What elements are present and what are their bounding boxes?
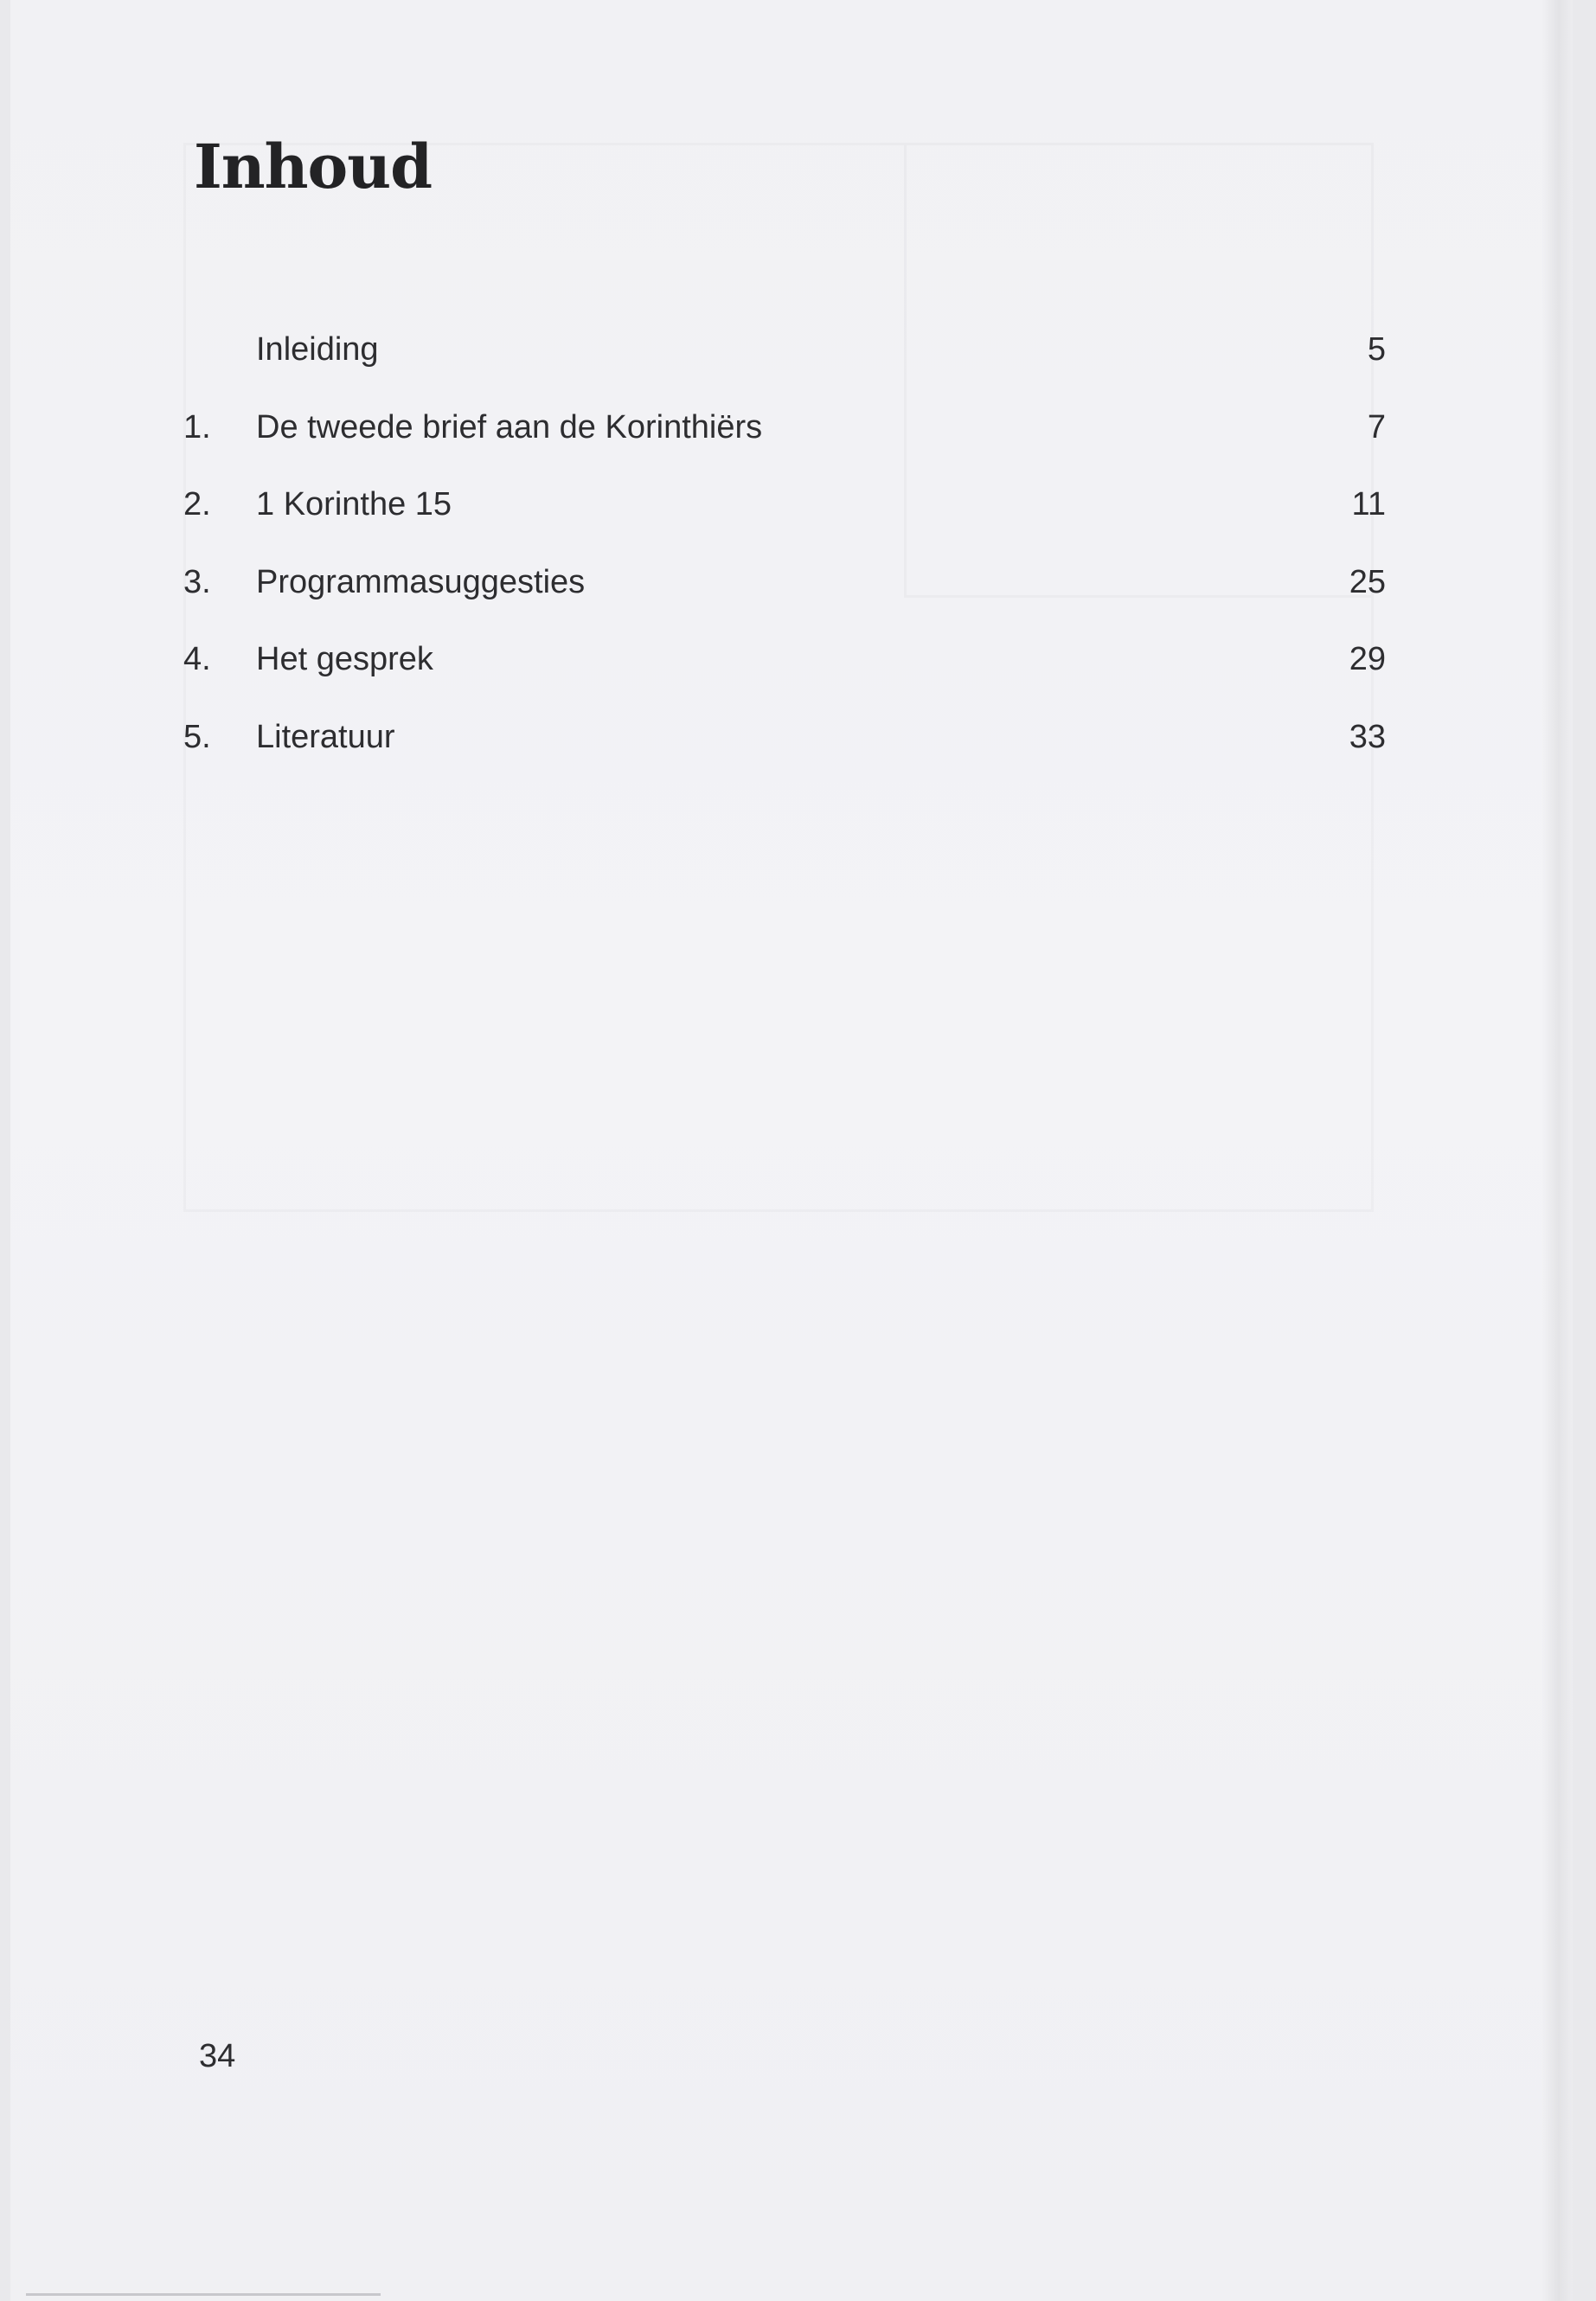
toc-entry-label: Programmasuggesties	[256, 563, 586, 600]
toc-entry	[183, 711, 1386, 789]
page-number: 34	[199, 2038, 236, 2074]
toc-entry-page: 33	[1349, 718, 1386, 755]
toc-entry-label: De tweede brief aan de Korinthiërs	[256, 408, 763, 445]
toc-entry-page: 7	[1367, 408, 1386, 445]
toc-entry-label: Inleiding	[256, 331, 379, 368]
toc-entry-page: 29	[1349, 641, 1386, 677]
toc-entry	[183, 633, 1386, 711]
toc-entry	[183, 478, 1386, 556]
toc-entry	[183, 401, 1386, 479]
toc-entry-number: 3.	[183, 563, 211, 600]
toc-entry	[183, 324, 1386, 401]
toc-entry-number: 5.	[183, 718, 211, 755]
toc-entry-page: 5	[1367, 331, 1386, 368]
toc-entry-label: 1 Korinthe 15	[256, 486, 452, 522]
toc-entry-number: 1.	[183, 408, 211, 445]
toc-entry-page: 11	[1351, 486, 1386, 522]
scan-edge-line	[26, 2293, 381, 2296]
spine-shadow	[1542, 0, 1573, 2301]
toc-entry-number: 2.	[183, 486, 211, 522]
toc-entry-number: 4.	[183, 641, 211, 677]
table-of-contents	[183, 324, 1386, 788]
toc-entry-page: 25	[1349, 563, 1386, 600]
toc-entry-label: Het gesprek	[256, 641, 433, 677]
book-page	[10, 0, 1573, 2301]
page-title: Inhoud	[194, 131, 433, 202]
toc-entry	[183, 556, 1386, 634]
toc-entry-label: Literatuur	[256, 718, 395, 755]
